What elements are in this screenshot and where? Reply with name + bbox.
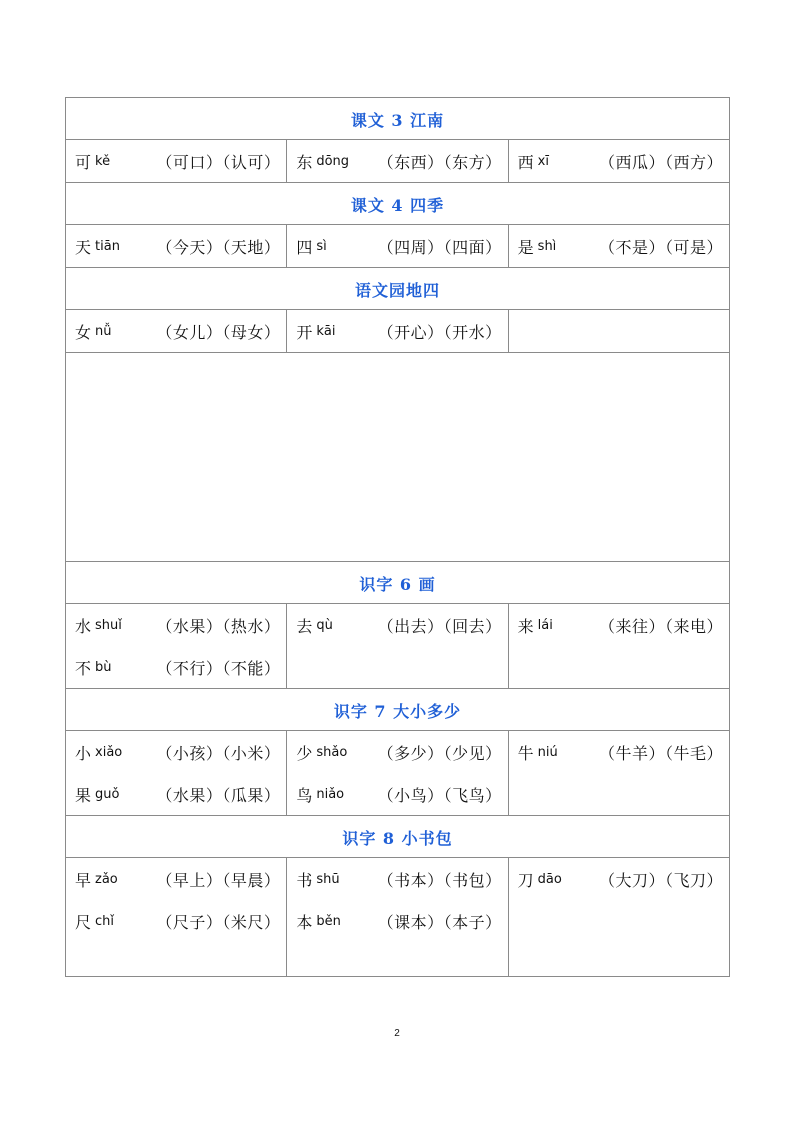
vocab-cell xyxy=(508,225,729,268)
example-words: （东西）（东方） xyxy=(377,152,502,172)
vocab-entry xyxy=(296,773,507,815)
section-content-row xyxy=(66,858,730,977)
vocab-entry xyxy=(518,225,729,267)
character: 牛 xyxy=(517,743,534,763)
vocab-cell xyxy=(66,731,287,816)
vocab-entry xyxy=(296,604,507,646)
vocab-cell xyxy=(508,731,729,816)
section-title-text: 识字 6 画 xyxy=(359,575,436,594)
section-title xyxy=(66,268,730,310)
section-header-row xyxy=(66,562,730,604)
page-number: 2 xyxy=(394,1028,400,1039)
vocab-cell xyxy=(287,731,508,816)
section-title xyxy=(66,689,730,731)
example-words: （水果）（瓜果） xyxy=(156,785,281,805)
blank-cell xyxy=(66,353,730,562)
vocab-cell xyxy=(287,310,508,353)
vocab-cell xyxy=(66,140,287,183)
example-words: （今天）（天地） xyxy=(156,237,281,257)
vocab-entry xyxy=(296,858,507,900)
example-words: （不是）（可是） xyxy=(598,237,723,257)
vocab-cell xyxy=(508,310,729,353)
example-words: （小孩）（小米） xyxy=(156,743,281,763)
pinyin: shǎo xyxy=(316,744,348,760)
example-words: （可口）（认可） xyxy=(156,152,281,172)
pinyin: shuǐ xyxy=(95,617,122,633)
section-title-text: 语文园地四 xyxy=(354,281,440,300)
vocab-entry xyxy=(75,646,286,688)
section-content-row xyxy=(66,731,730,816)
section-header-row xyxy=(66,816,730,858)
character: 尺 xyxy=(75,912,92,932)
character: 西 xyxy=(517,152,534,172)
pinyin: lái xyxy=(537,617,553,633)
section-title xyxy=(66,183,730,225)
example-words: （小鸟）（飞鸟） xyxy=(377,785,502,805)
example-words: （课本）（本子） xyxy=(377,912,502,932)
character: 本 xyxy=(296,912,313,932)
pinyin: niú xyxy=(537,744,558,760)
vocab-entry xyxy=(296,225,507,267)
example-words: （牛羊）（牛毛） xyxy=(598,743,723,763)
pinyin: niǎo xyxy=(316,786,345,802)
vocab-entry xyxy=(296,731,507,773)
character: 刀 xyxy=(517,870,534,890)
section-header-row xyxy=(66,98,730,140)
character: 水 xyxy=(75,616,92,636)
vocab-cell xyxy=(66,858,287,977)
example-words: （早上）（早晨） xyxy=(156,870,281,890)
pinyin: dōng xyxy=(316,153,350,169)
example-words: （开心）（开水） xyxy=(377,322,502,342)
example-words: （女儿）（母女） xyxy=(156,322,281,342)
example-words: （来往）（来电） xyxy=(598,616,723,636)
character: 少 xyxy=(296,743,313,763)
pinyin: kě xyxy=(95,153,111,169)
pinyin: nǚ xyxy=(95,323,112,339)
vocab-entry xyxy=(296,310,507,352)
section-title-text: 课文 3 江南 xyxy=(350,111,445,130)
section-header-row xyxy=(66,689,730,731)
section-title-text: 课文 4 四季 xyxy=(350,196,445,215)
example-words: （水果）（热水） xyxy=(156,616,281,636)
vocab-cell xyxy=(66,604,287,689)
vocab-cell xyxy=(287,858,508,977)
vocab-entry xyxy=(75,900,286,942)
example-words: （不行）（不能） xyxy=(156,658,281,678)
section-header-row xyxy=(66,183,730,225)
character: 来 xyxy=(517,616,534,636)
pinyin: chǐ xyxy=(95,913,115,929)
section-content-row xyxy=(66,310,730,353)
pinyin: sì xyxy=(316,238,327,254)
section-title xyxy=(66,98,730,140)
pinyin: shū xyxy=(316,871,340,887)
vocab-cell xyxy=(287,140,508,183)
section-title-text: 识字 7 大小多少 xyxy=(333,702,462,721)
character: 女 xyxy=(75,322,92,342)
vocab-entry xyxy=(75,225,286,267)
character: 去 xyxy=(296,616,313,636)
character: 东 xyxy=(296,152,313,172)
example-words: （多少）（少见） xyxy=(377,743,502,763)
character: 四 xyxy=(296,237,313,257)
pinyin: zǎo xyxy=(95,871,118,887)
pinyin: qù xyxy=(316,617,333,633)
blank-area xyxy=(66,353,730,562)
example-words: （西瓜）（西方） xyxy=(598,152,723,172)
vocab-cell xyxy=(508,140,729,183)
vocab-cell xyxy=(66,310,287,353)
example-words: （尺子）（米尺） xyxy=(156,912,281,932)
example-words: （四周）（四面） xyxy=(377,237,502,257)
vocab-entry xyxy=(75,140,286,182)
character: 果 xyxy=(75,785,92,805)
vocabulary-table xyxy=(65,97,730,977)
vocab-entry xyxy=(296,900,507,942)
vocab-cell xyxy=(287,604,508,689)
section-content-row xyxy=(66,140,730,183)
character: 鸟 xyxy=(296,785,313,805)
example-words: （大刀）（飞刀） xyxy=(598,870,723,890)
character: 小 xyxy=(75,743,92,763)
vocab-cell xyxy=(508,604,729,689)
character: 不 xyxy=(75,658,92,678)
vocab-entry xyxy=(75,858,286,900)
pinyin: kāi xyxy=(316,323,336,339)
pinyin: tiān xyxy=(95,238,120,254)
vocab-entry xyxy=(518,731,729,773)
section-title xyxy=(66,816,730,858)
example-words: （出去）（回去） xyxy=(377,616,502,636)
section-content-row xyxy=(66,225,730,268)
pinyin: běn xyxy=(316,913,341,929)
vocab-entry xyxy=(75,604,286,646)
character: 可 xyxy=(75,152,92,172)
vocab-cell xyxy=(287,225,508,268)
pinyin: xiǎo xyxy=(95,744,123,760)
pinyin: bù xyxy=(95,659,112,675)
vocab-entry xyxy=(518,858,729,900)
vocab-entry xyxy=(75,731,286,773)
vocab-cell xyxy=(508,858,729,977)
pinyin: guǒ xyxy=(95,786,120,802)
character: 书 xyxy=(296,870,313,890)
vocab-cell xyxy=(66,225,287,268)
pinyin: dāo xyxy=(537,871,562,887)
vocab-entry xyxy=(518,604,729,646)
character: 是 xyxy=(517,237,534,257)
pinyin: shì xyxy=(537,238,557,254)
section-content-row xyxy=(66,604,730,689)
character: 天 xyxy=(75,237,92,257)
vocab-entry xyxy=(75,310,286,352)
character: 早 xyxy=(75,870,92,890)
section-title xyxy=(66,562,730,604)
vocab-entry xyxy=(296,140,507,182)
character: 开 xyxy=(296,322,313,342)
section-header-row xyxy=(66,268,730,310)
pinyin: xī xyxy=(537,153,549,169)
vocab-entry xyxy=(518,140,729,182)
section-title-text: 识字 8 小书包 xyxy=(342,829,453,848)
vocab-entry xyxy=(75,773,286,815)
example-words: （书本）（书包） xyxy=(377,870,502,890)
